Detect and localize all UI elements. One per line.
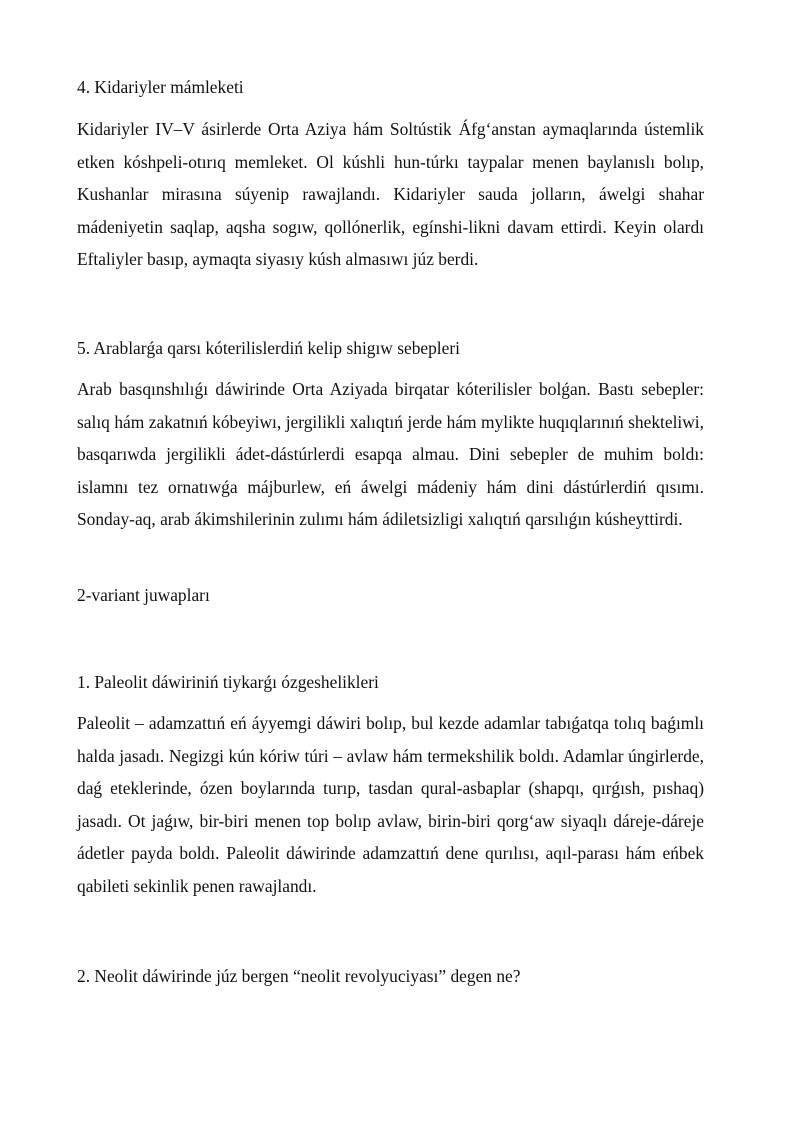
section-heading-arab-uprisings: 5. Arablarǵa qarsı kóterilislerdiń kelip shigıw sebepleri — [77, 338, 460, 358]
section-body-kidariyler: Kidariyler IV–V ásirlerde Orta Aziya hám Soltústik Áfg‘anstan aymaqlarında ústemlik etken kóshpeli-otırıq memleket. Ol kúshli hun-túrkı taypalar menen baylanıslı bolıp, Kushanlar mirasına súyenip rawajlandı. Kidariyler sauda jolların, áwelgi shahar mádeniyetin saqlap, aqsha sogıw, qollónerlik, egínshi-likni davam ettirdi. Keyin olardı Eftaliyler basıp, aymaqta siyasıy kúsh almasıwı júz berdi. — [77, 119, 704, 269]
section-heading-neolit: 2. Neolit dáwirinde júz bergen “neolit revolyuciyası” degen ne? — [77, 966, 521, 986]
section-body-arab-uprisings: Arab basqınshılıǵı dáwirinde Orta Aziyada birqatar kóterilisler bolǵan. Bastı sebepler: salıq hám zakatnıń kóbeyiwı, jergilikli xalıqtıń jerde hám mylikte huqıqlarınıń shekteliwi, basqarıwda jergilikli ádet-dástúrlerdi esapqa almau. Dini sebepler de muhim boldı: islamnı tez ornatıwǵa májburlew, eń áwelgi mádeniy hám dini dástúrlerdiń qısımı. Sonday-aq, arab ákimshilerinin zulımı hám ádiletsizligi xalıqtıń qarsılıǵın kúsheyttirdi. — [77, 379, 704, 529]
variant-title: 2-variant juwapları — [77, 585, 210, 605]
section-heading-paleolit: 1. Paleolit dáwiriniń tiykarǵı ózgeshelikleri — [77, 672, 379, 692]
section-heading-kidariyler: 4. Kidariyler mámleketi — [77, 77, 244, 97]
section-body-paleolit: Paleolit – adamzattıń eń áyyemgi dáwiri bolıp, bul kezde adamlar tabıǵatqa tolıq baǵımlı halda jasadı. Negizgi kún kóriw túri – avlaw hám termekshilik boldı. Adamlar úngirlerde, daǵ eteklerinde, ózen boylarında turıp, tasdan qural-asbaplar (shapqı, qırǵısh, pıshaq) jasadı. Ot jaǵıw, bir-biri menen top bolıp avlaw, birin-biri qorg‘aw siyaqlı dáreje-dáreje ádetler payda boldı. Paleolit dáwirinde adamzattıń dene qurılısı, aqıl-parası hám eńbek qabileti sekinlik penen rawajlandı. — [77, 713, 704, 896]
